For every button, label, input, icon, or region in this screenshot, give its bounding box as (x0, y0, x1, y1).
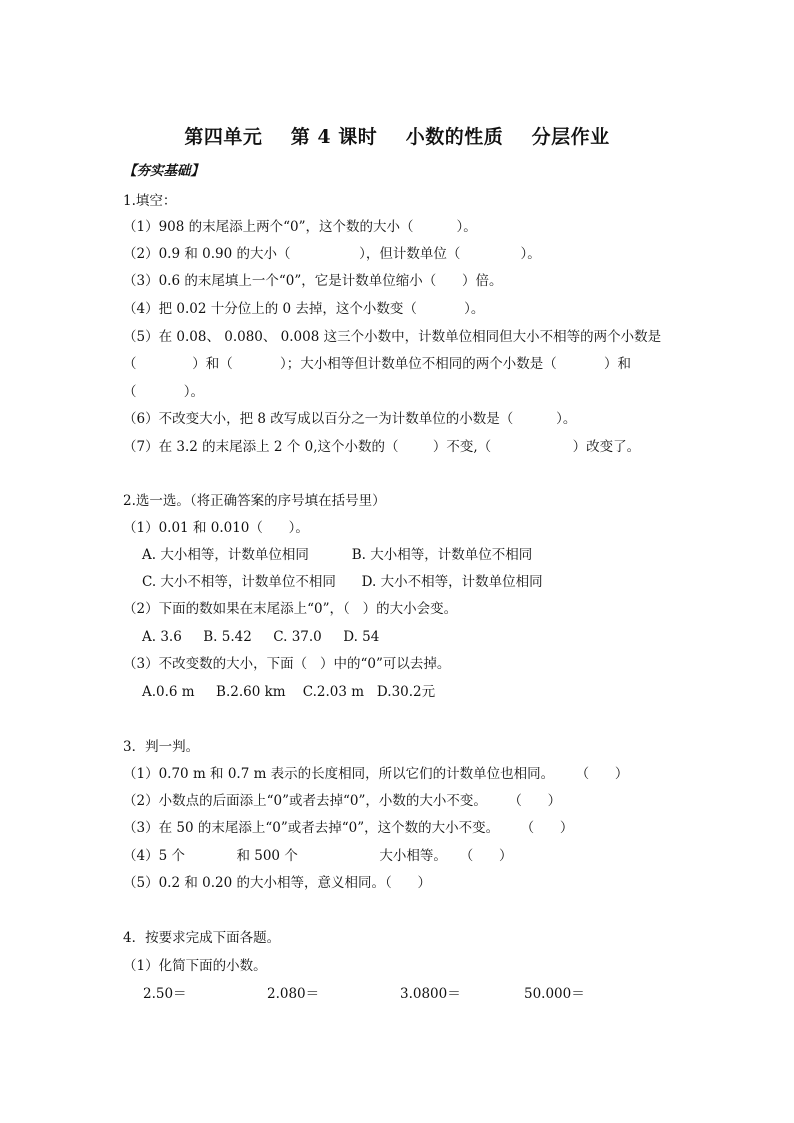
q3-item: （3）在 50 的末尾添上“0”或者去掉“0”，这个数的大小不变。 （ ） (123, 820, 574, 836)
q2-sub: （2）下面的数如果在末尾添上“0”，（ ）的大小会变。 (123, 601, 458, 617)
q4-expression: 50.000＝ (524, 986, 585, 1002)
q4-expression: 2.50＝ (143, 986, 187, 1002)
q3-heading: 3．判一判。 (123, 739, 200, 755)
q2-option: A.0.6 m B.2.60 km C.2.03 m D.30.2元 (142, 684, 436, 700)
q3-item: （2）小数点的后面添上“0”或者去掉“0”，小数的大小不变。 （ ） (123, 793, 562, 809)
q1-item: （6）不改变大小，把 8 改写成以百分之一为计数单位的小数是（ ）。 (123, 411, 577, 427)
q2-heading: 2.选一选。（将正确答案的序号填在括号里） (123, 493, 386, 509)
q4-heading: 4．按要求完成下面各题。 (123, 930, 281, 946)
q2-option: A. 大小相等，计数单位相同 B. 大小相等，计数单位不相同 (142, 547, 533, 563)
q3-item: （5）0.2 和 0.20 的大小相等，意义相同。（ ） (123, 875, 431, 891)
q4-expression: 2.080＝ (267, 986, 320, 1002)
q1-item: （2）0.9 和 0.90 的大小（ ），但计数单位（ ）。 (123, 246, 541, 262)
q1-item: （7）在 3.2 的末尾添上 2 个 0,这个小数的（ ）不变,（ ）改变了。 (123, 439, 641, 455)
q4-expression: 3.0800＝ (400, 986, 461, 1002)
q2-sub: （1）0.01 和 0.010（ ）。 (123, 520, 309, 536)
q1-heading: 1.填空： (123, 193, 177, 209)
q1-item: （4）把 0.02 十分位上的 0 去掉，这个小数变（ ）。 (123, 301, 485, 317)
q1-item: （ ）和（ ）；大小相等但计数单位不相同的两个小数是（ ）和 (123, 356, 631, 372)
q3-item: （4）5 个 和 500 个 大小相等。 （ ） (123, 848, 513, 864)
q1-item: （3）0.6 的末尾填上一个“0”，它是计数单位缩小（ ）倍。 (123, 273, 503, 289)
q1-item: （5）在 0.08、 0.080、 0.008 这三个小数中，计数单位相同但大小不相等的两个小数是 (123, 329, 662, 345)
page-title: 第四单元 第 4 课时 小数的性质 分层作业 (184, 126, 610, 148)
q2-option: A. 3.6 B. 5.42 C. 37.0 D. 54 (142, 629, 380, 645)
section-label: 【夯实基础】 (123, 163, 204, 179)
q3-item: （1）0.70 m 和 0.7 m 表示的长度相同，所以它们的计数单位也相同。 （ ） (123, 766, 629, 782)
q2-sub: （3）不改变数的大小，下面（ ）中的“0”可以去掉。 (123, 656, 451, 672)
q1-item: （1）908 的末尾添上两个“0”，这个数的大小（ ）。 (123, 219, 477, 235)
q1-item: （ ）。 (123, 384, 204, 400)
q2-option: C. 大小不相等，计数单位不相同 D. 大小不相等，计数单位相同 (142, 574, 543, 590)
q4-sub: （1）化简下面的小数。 (123, 958, 267, 974)
